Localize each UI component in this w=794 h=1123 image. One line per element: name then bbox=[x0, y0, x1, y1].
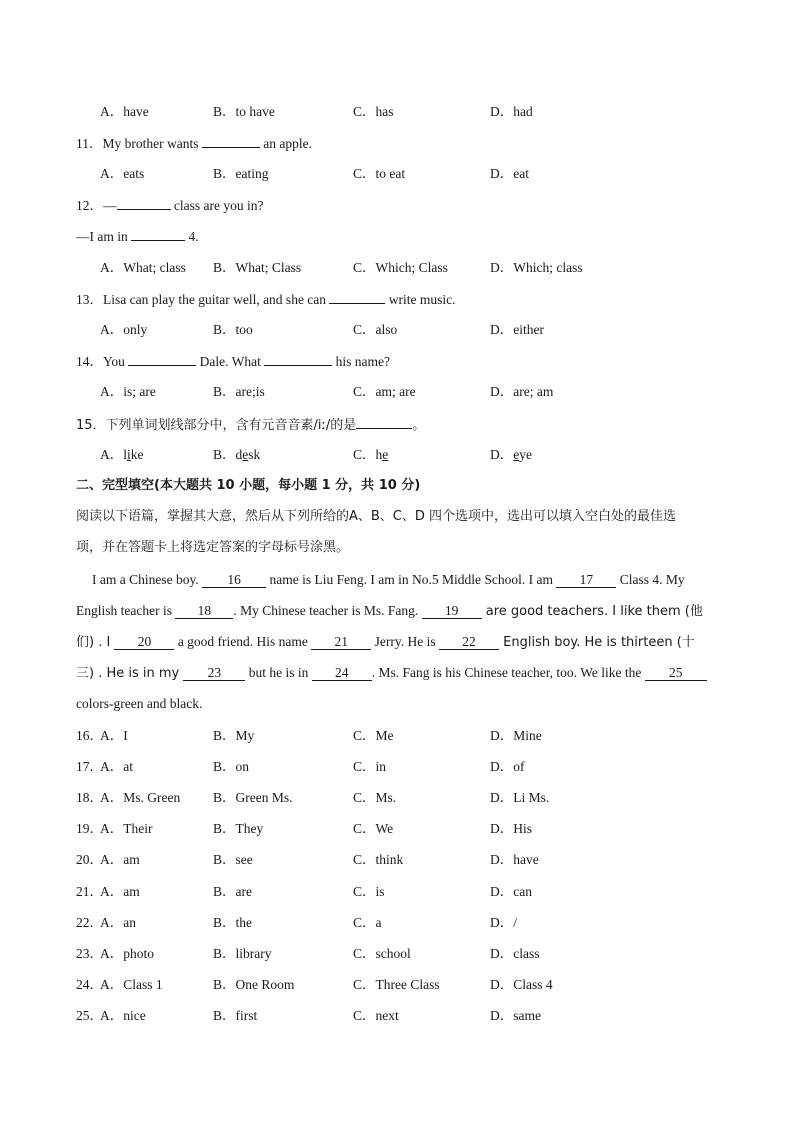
answer-blank bbox=[264, 351, 332, 366]
option-a: A．at bbox=[100, 759, 133, 774]
option-d: D．/ bbox=[490, 915, 517, 930]
answer-blank bbox=[329, 289, 385, 304]
option-c: C．Three Class bbox=[353, 977, 440, 992]
option-c: C．We bbox=[353, 821, 394, 836]
numbered-blank: 16 bbox=[202, 572, 266, 588]
q14-text-post: his name? bbox=[332, 354, 390, 369]
option-b: B．My bbox=[213, 728, 255, 743]
q11-text-post: an apple. bbox=[259, 136, 312, 151]
passage-line: 们) . I 20 a good friend. His name 21 Jerry. He is 22 English boy. He is thirteen (十 bbox=[76, 634, 695, 650]
option-a: A．like bbox=[100, 447, 144, 462]
q14-text-pre: 14．You bbox=[76, 354, 129, 369]
option-c: C．in bbox=[353, 759, 387, 774]
option-c: C．think bbox=[353, 852, 404, 867]
answer-blank bbox=[131, 226, 185, 241]
option-c: C．also bbox=[353, 322, 398, 337]
q15-text-post: 。 bbox=[412, 418, 426, 433]
underlined-letter: e bbox=[242, 447, 249, 462]
option-c: C．Which; Class bbox=[353, 260, 448, 275]
option-b: B．see bbox=[213, 852, 253, 867]
option-d: D．are; am bbox=[490, 384, 554, 399]
numbered-blank: 23 bbox=[183, 665, 245, 681]
answer-blank bbox=[356, 414, 412, 429]
option-d: D．Mine bbox=[490, 728, 542, 743]
option-c: C．he bbox=[353, 447, 389, 462]
numbered-blank: 25 bbox=[645, 665, 707, 681]
option-c: C．next bbox=[353, 1008, 399, 1023]
q12-reply-post: 4. bbox=[185, 229, 199, 244]
option-d: D．Li Ms. bbox=[490, 790, 550, 805]
answer-blank bbox=[117, 195, 171, 210]
option-d: D．class bbox=[490, 946, 540, 961]
option-a: A．What; class bbox=[100, 260, 186, 275]
option-d: D．had bbox=[490, 104, 533, 119]
option-d: D．have bbox=[490, 852, 539, 867]
option-d: D．eye bbox=[490, 447, 532, 462]
option-b: B．One Room bbox=[213, 977, 295, 992]
option-b: B．library bbox=[213, 946, 272, 961]
q13-text-pre: 13．Lisa can play the guitar well, and she can bbox=[76, 292, 330, 307]
option-d: D．can bbox=[490, 884, 532, 899]
numbered-blank: 22 bbox=[439, 634, 499, 650]
cloze-passage bbox=[76, 570, 721, 720]
q13-text-post: write music. bbox=[385, 292, 456, 307]
option-d: D．eat bbox=[490, 166, 529, 181]
option-a: A．am bbox=[100, 852, 140, 867]
passage-line: English teacher is 18 . My Chinese teacher is Ms. Fang. 19 are good teachers. I like them (他 bbox=[76, 603, 703, 619]
option-c: C．has bbox=[353, 104, 394, 119]
option-a: A．eats bbox=[100, 166, 145, 181]
option-d: D．same bbox=[490, 1008, 541, 1023]
option-a: A．is; are bbox=[100, 384, 156, 399]
option-a: A．am bbox=[100, 884, 140, 899]
option-a: A．Ms. Green bbox=[100, 790, 181, 805]
numbered-blank: 17 bbox=[556, 572, 616, 588]
numbered-blank: 18 bbox=[175, 603, 233, 619]
answer-blank bbox=[202, 133, 260, 148]
option-b: B．eating bbox=[213, 166, 269, 181]
option-d: D．His bbox=[490, 821, 533, 836]
option-b: B．are;is bbox=[213, 384, 265, 399]
option-d: D．Class 4 bbox=[490, 977, 553, 992]
answer-blank bbox=[128, 351, 196, 366]
q11-text-pre: 11．My brother wants bbox=[76, 136, 202, 151]
option-b: B．are bbox=[213, 884, 252, 899]
underlined-letter: e bbox=[382, 447, 389, 462]
option-a: A．an bbox=[100, 915, 136, 930]
option-b: B．What; Class bbox=[213, 260, 302, 275]
passage-line: colors-green and black. bbox=[76, 696, 203, 711]
q12-text-post: class are you in? bbox=[170, 198, 264, 213]
passage-line: I am a Chinese boy. 16 name is Liu Feng. I am in No.5 Middle School. I am 17 Class 4. My bbox=[92, 572, 685, 587]
option-c: C．school bbox=[353, 946, 411, 961]
option-a: A．photo bbox=[100, 946, 154, 961]
option-b: B．too bbox=[213, 322, 253, 337]
option-b: B．on bbox=[213, 759, 250, 774]
numbered-blank: 21 bbox=[311, 634, 371, 650]
option-a: A．Their bbox=[100, 821, 153, 836]
option-d: D．of bbox=[490, 759, 525, 774]
option-a: A．have bbox=[100, 104, 149, 119]
option-c: C．Me bbox=[353, 728, 394, 743]
option-d: D．Which; class bbox=[490, 260, 583, 275]
option-b: B．the bbox=[213, 915, 252, 930]
numbered-blank: 24 bbox=[312, 665, 372, 681]
option-c: C．Ms. bbox=[353, 790, 397, 805]
passage-line: 三) . He is in my 23 but he is in 24 . Ms. Fang is his Chinese teacher, too. We like the 25 bbox=[76, 663, 707, 683]
option-c: C．am; are bbox=[353, 384, 416, 399]
option-a: A．Class 1 bbox=[100, 977, 163, 992]
option-c: C．is bbox=[353, 884, 385, 899]
option-a: A．I bbox=[100, 728, 128, 743]
q12-text-pre: 12．— bbox=[76, 198, 117, 213]
q14-text-mid: Dale. What bbox=[196, 354, 265, 369]
option-b: B．They bbox=[213, 821, 264, 836]
underlined-letter: i bbox=[127, 447, 131, 462]
option-d: D．either bbox=[490, 322, 544, 337]
numbered-blank: 20 bbox=[114, 634, 174, 650]
underlined-letter: e bbox=[513, 447, 520, 462]
section-title: 二、完型填空(本大题共 10 小题，每小题 1 分，共 10 分) bbox=[76, 478, 421, 493]
option-b: B．first bbox=[213, 1008, 258, 1023]
option-c: C．a bbox=[353, 915, 382, 930]
option-a: A．only bbox=[100, 322, 148, 337]
numbered-blank: 19 bbox=[422, 603, 482, 619]
option-b: B．desk bbox=[213, 447, 261, 462]
option-b: B．to have bbox=[213, 104, 275, 119]
q12-reply-pre: —I am in bbox=[76, 229, 132, 244]
q15-text-pre: 15．下列单词划线部分中，含有元音音素/iː/的是 bbox=[76, 418, 357, 433]
option-a: A．nice bbox=[100, 1008, 146, 1023]
option-c: C．to eat bbox=[353, 166, 406, 181]
option-b: B．Green Ms. bbox=[213, 790, 293, 805]
